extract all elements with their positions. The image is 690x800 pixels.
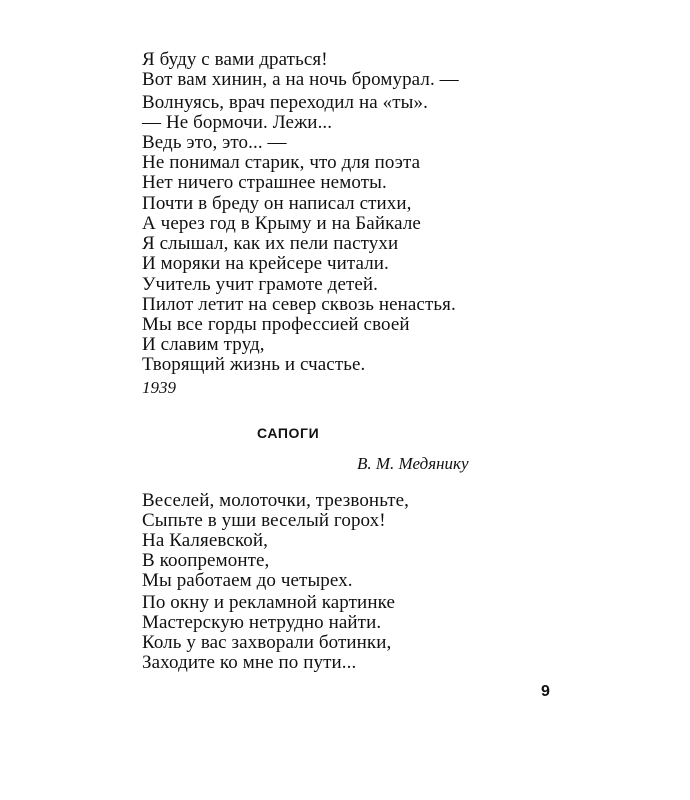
poem-line: Пилот летит на север сквозь ненастья. bbox=[142, 294, 456, 315]
poem-line: Мастерскую нетрудно найти. bbox=[142, 612, 382, 633]
poem-line: Мы все горды профессией своей bbox=[142, 314, 410, 335]
poem-line: — Не бормочи. Лежи... bbox=[142, 112, 333, 133]
poem-line: Я буду с вами драться! bbox=[142, 49, 328, 70]
poem-line: Сыпьте в уши веселый горох! bbox=[142, 510, 386, 531]
poem-line: Ведь это, это... — bbox=[142, 132, 287, 153]
poem-line: Волнуясь, врач переходил на «ты». bbox=[142, 92, 428, 113]
poem-line: Учитель учит грамоте детей. bbox=[142, 274, 379, 295]
poem-line: В коопремонте, bbox=[142, 550, 270, 571]
poem-line: Почти в бреду он написал стихи, bbox=[142, 193, 412, 214]
poem-line: На Каляевской, bbox=[142, 530, 268, 551]
poem-line: Коль у вас захворали ботинки, bbox=[142, 632, 392, 653]
poem-year: 1939 bbox=[142, 378, 176, 397]
poem-line: По окну и рекламной картинке bbox=[142, 592, 395, 613]
poem-line: Заходите ко мне по пути... bbox=[142, 652, 357, 673]
poem-line: Веселей, молоточки, трезвоньте, bbox=[142, 490, 410, 511]
poem-title: САПОГИ bbox=[257, 425, 320, 441]
poem-line: И моряки на крейсере читали. bbox=[142, 253, 389, 274]
poem-dedication: В. М. Медянику bbox=[357, 454, 469, 473]
poem-line: Нет ничего страшнее немоты. bbox=[142, 172, 387, 193]
poem-line: А через год в Крыму и на Байкале bbox=[142, 213, 421, 234]
poem-line: Вот вам хинин, а на ночь бромурал. — bbox=[142, 69, 459, 90]
page-number: 9 bbox=[541, 683, 550, 700]
poem-line: Мы работаем до четырех. bbox=[142, 570, 353, 591]
poem-line: Я слышал, как их пели пастухи bbox=[142, 233, 399, 254]
poem-line: И славим труд, bbox=[142, 334, 265, 355]
poem-line: Не понимал старик, что для поэта bbox=[142, 152, 421, 173]
poem-line: Творящий жизнь и счастье. bbox=[142, 354, 366, 375]
